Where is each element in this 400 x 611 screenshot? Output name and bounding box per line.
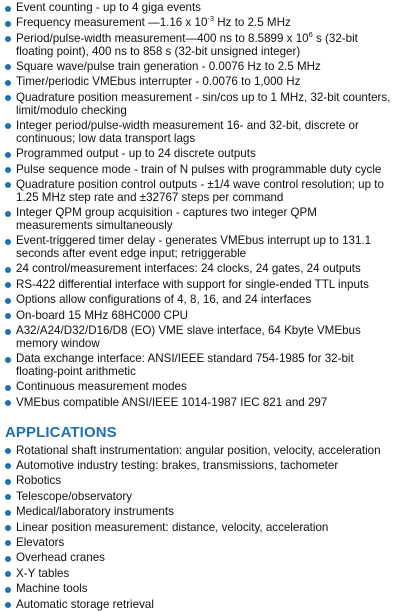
applications-heading: APPLICATIONS [5,424,396,441]
feature-item [5,76,396,89]
feature-item [5,207,396,233]
application-item [5,522,396,535]
feature-text: Frequency measurement —1.16 x 10 [16,16,207,29]
bullet-icon [5,298,11,304]
feature-item [5,235,396,261]
feature-item [5,397,396,410]
bullet-icon [5,123,11,129]
application-text: Overhead cranes [16,551,105,564]
feature-text: Period/pulse-width measurement—400 ns to 8.5899 x 10 [16,32,309,45]
bullet-icon [5,479,11,485]
application-text: Machine tools [16,582,88,595]
feature-text: Continuous measurement modes [16,380,187,393]
bullet-icon [5,448,11,454]
bullet-icon [5,357,11,363]
feature-text: Options allow configurations of 4, 8, 16, and 24 interfaces [16,293,311,306]
bullet-icon [5,64,11,70]
application-item [5,568,396,581]
bullet-icon [5,167,11,173]
feature-item [5,353,396,379]
bullet-icon [5,385,11,391]
feature-item [5,279,396,292]
feature-text: Integer period/pulse-width measurement 16- and 32-bit, discrete or continuous; low data transport lags [16,119,359,145]
bullet-icon [5,95,11,101]
features-list [5,2,396,410]
application-text: Robotics [16,474,61,487]
bullet-icon [5,282,11,288]
feature-text: s (32-bit floating point), 400 ns to 858 s (32-bit unsigned integer) [16,32,358,58]
feature-item [5,120,396,146]
application-item [5,460,396,473]
bullet-icon [5,152,11,158]
application-item [5,583,396,596]
bullet-icon [5,36,11,42]
bullet-icon [5,400,11,406]
feature-text: Timer/periodic VMEbus interrupter - 0.0076 to 1,000 Hz [16,75,300,88]
bullet-icon [5,182,11,188]
feature-text: Square wave/pulse train generation - 0.0076 Hz to 2.5 MHz [16,60,321,73]
application-item [5,445,396,458]
bullet-icon [5,80,11,86]
bullet-icon [5,239,11,245]
bullet-icon [5,463,11,469]
application-text: Rotational shaft instrumentation: angular position, velocity, acceleration [16,444,381,457]
bullet-icon [5,525,11,531]
feature-item [5,294,396,307]
feature-item [5,61,396,74]
feature-text: 24 control/measurement interfaces: 24 clocks, 24 gates, 24 outputs [16,262,361,275]
bullet-icon [5,6,11,12]
application-text: Medical/laboratory instruments [16,505,174,518]
feature-text: Event-triggered timer delay - generates VMEbus interrupt up to 131.1 seconds after event edge input; retriggerable [16,234,371,260]
feature-text: Data exchange interface: ANSI/IEEE standard 754-1985 for 32-bit floating-point arithmetic [16,352,354,378]
feature-item [5,33,396,59]
feature-item [5,179,396,205]
application-item [5,552,396,565]
bullet-icon [5,556,11,562]
feature-text: Hz to 2.5 MHz [214,16,291,29]
application-text: Telescope/observatory [16,490,132,503]
feature-text: Integer QPM group acquisition - captures two integer QPM measurements simultaneously [16,206,317,232]
feature-text: A32/A24/D32/D16/D8 (EO) VME slave interface, 64 Kbyte VMEbus memory window [16,324,361,350]
bullet-icon [5,313,11,319]
bullet-icon [5,571,11,577]
applications-list [5,445,396,611]
feature-text: VMEbus compatible ANSI/IEEE 1014-1987 IEC 821 and 297 [16,396,327,409]
bullet-icon [5,602,11,608]
feature-text: On-board 15 MHz 68HC000 CPU [16,309,188,322]
application-item [5,506,396,519]
feature-item [5,381,396,394]
feature-item [5,310,396,323]
feature-exponent: -3 [207,15,214,24]
feature-item [5,2,396,15]
feature-text: Programmed output - up to 24 discrete outputs [16,147,256,160]
bullet-icon [5,21,11,27]
feature-item [5,92,396,118]
bullet-icon [5,510,11,516]
bullet-icon [5,540,11,546]
feature-exponent: 6 [309,30,313,39]
feature-item [5,325,396,351]
feature-item [5,164,396,177]
application-item [5,599,396,611]
bullet-icon [5,211,11,217]
application-item [5,491,396,504]
application-item [5,537,396,550]
feature-item [5,263,396,276]
bullet-icon [5,329,11,335]
application-text: X-Y tables [16,567,69,580]
bullet-icon [5,494,11,500]
feature-text: Pulse sequence mode - train of N pulses with programmable duty cycle [16,163,381,176]
feature-text: Quadrature position control outputs - ±1/4 wave control resolution; up to 1.25 MHz step rate and ±32767 steps per command [16,178,384,204]
bullet-icon [5,267,11,273]
application-text: Elevators [16,536,64,549]
feature-text: Event counting - up to 4 giga events [16,1,201,14]
application-text: Linear position measurement: distance, velocity, acceleration [16,521,328,534]
bullet-icon [5,587,11,593]
application-text: Automatic storage retrieval [16,598,154,611]
application-item [5,475,396,488]
application-text: Automotive industry testing: brakes, transmissions, tachometer [16,459,338,472]
feature-text: Quadrature position measurement - sin/cos up to 1 MHz, 32-bit counters, limit/modulo checking [16,91,390,117]
feature-text: RS-422 differential interface with support for single-ended TTL inputs [16,278,369,291]
feature-item [5,17,396,30]
feature-item [5,148,396,161]
